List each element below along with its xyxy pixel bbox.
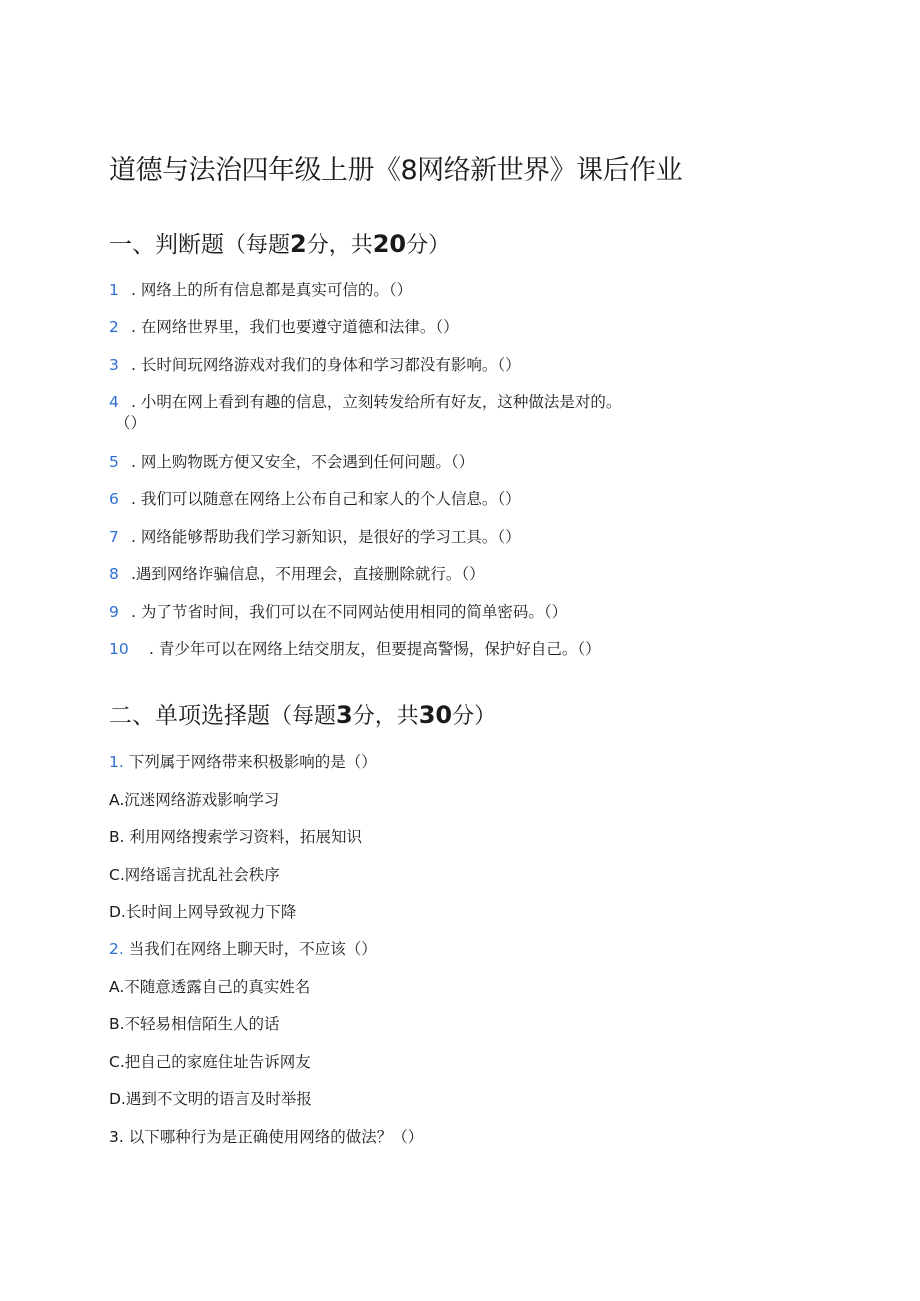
mc-option: C.把自己的家庭住址告诉网友 — [109, 1053, 311, 1071]
tf-item-text: . 为了节省时间，我们可以在不同网站使用相同的简单密码。（） — [131, 603, 568, 621]
tf-item-text: . 青少年可以在网络上结交朋友，但要提高警惕，保护好自己。（） — [149, 640, 601, 658]
tf-item — [109, 317, 459, 337]
mc-question-number: 3. — [109, 1128, 124, 1146]
tf-item-number: 5 — [109, 453, 119, 471]
mc-option: B.不轻易相信陌生人的话 — [109, 1015, 280, 1033]
section-heading-points: 2 — [290, 230, 307, 258]
mc-question — [109, 939, 377, 959]
tf-item — [109, 355, 521, 375]
tf-item-number: 4 — [109, 393, 119, 411]
mc-option: D.遇到不文明的语言及时举报 — [109, 1090, 312, 1108]
mc-option: D.长时间上网导致视力下降 — [109, 903, 297, 921]
tf-item — [109, 527, 521, 547]
section-heading-label: 二、单项选择题 — [109, 703, 270, 729]
section-heading-mid: 分，共 — [306, 233, 373, 258]
mc-question — [109, 1127, 423, 1147]
tf-item-number: 8 — [109, 565, 119, 583]
mc-question-text: 下列属于网络带来积极影响的是（） — [123, 753, 377, 771]
mc-question — [109, 752, 377, 772]
tf-item-text: .遇到网络诈骗信息，不用理会，直接删除就行。（） — [131, 565, 485, 583]
tf-item-continuation: （） — [115, 414, 147, 432]
tf-item — [109, 489, 521, 509]
section-heading-points: 3 — [336, 701, 353, 729]
section-heading-paren: （每题 — [270, 704, 337, 729]
section-heading-total: 30 — [418, 701, 453, 729]
tf-item-number: 7 — [109, 528, 119, 546]
tf-item — [109, 452, 474, 472]
section-heading-paren: （每题 — [224, 233, 291, 258]
section-heading-true-false — [109, 226, 450, 259]
mc-question-number: 1. — [109, 753, 124, 771]
mc-option: C.网络谣言扰乱社会秩序 — [109, 866, 280, 884]
mc-option: B. 利用网络搜索学习资料，拓展知识 — [109, 828, 362, 846]
tf-item-number: 6 — [109, 490, 119, 508]
tf-item — [109, 602, 567, 622]
tf-item-text: . 在网络世界里，我们也要遵守道德和法律。（） — [131, 318, 459, 336]
tf-item — [109, 639, 601, 659]
section-heading-mid: 分，共 — [352, 704, 419, 729]
tf-item-number: 9 — [109, 603, 119, 621]
tf-item — [109, 280, 412, 300]
tf-item-number: 2 — [109, 318, 119, 336]
tf-item-number: 3 — [109, 356, 119, 374]
mc-question-text: 以下哪种行为是正确使用网络的做法？（） — [123, 1128, 424, 1146]
section-heading-end: 分） — [452, 704, 497, 729]
mc-option: A.不随意透露自己的真实姓名 — [109, 978, 311, 996]
tf-item-text: . 小明在网上看到有趣的信息，立刻转发给所有好友，这种做法是对的。 — [131, 393, 622, 411]
tf-item-text: . 网上购物既方便又安全，不会遇到任何问题。（） — [131, 453, 475, 471]
tf-item-number: 1 — [109, 281, 119, 299]
tf-item-text: . 长时间玩网络游戏对我们的身体和学习都没有影响。（） — [131, 356, 521, 374]
section-heading-multiple-choice — [109, 697, 496, 730]
tf-item — [109, 564, 485, 584]
tf-item — [109, 392, 621, 412]
tf-item-text: . 我们可以随意在网络上公布自己和家人的个人信息。（） — [131, 490, 521, 508]
section-heading-label: 一、判断题 — [109, 232, 224, 258]
page-title: 道德与法治四年级上册《8网络新世界》课后作业 — [109, 155, 683, 186]
section-heading-total: 20 — [372, 230, 407, 258]
tf-item-text: . 网络能够帮助我们学习新知识，是很好的学习工具。（） — [131, 528, 521, 546]
mc-question-number: 2. — [109, 940, 124, 958]
section-heading-end: 分） — [406, 233, 451, 258]
mc-option: A.沉迷网络游戏影响学习 — [109, 791, 280, 809]
tf-item-number: 10 — [109, 640, 129, 658]
tf-item-text: . 网络上的所有信息都是真实可信的。（） — [131, 281, 413, 299]
mc-question-text: 当我们在网络上聊天时，不应该（） — [123, 940, 377, 958]
